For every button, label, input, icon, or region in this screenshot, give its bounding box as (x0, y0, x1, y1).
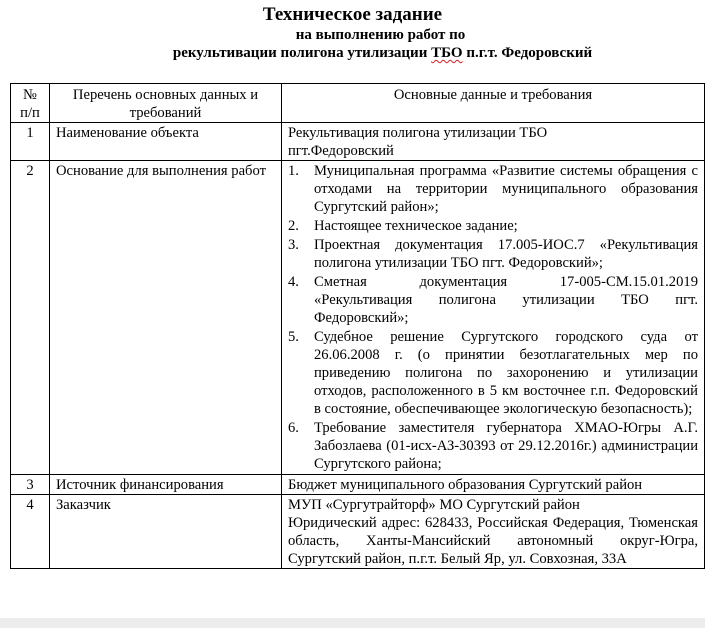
row-num: 4 (11, 495, 50, 569)
row-name: Заказчик (50, 495, 282, 569)
document-title: Техническое задание (262, 4, 443, 25)
document-subtitle-line1: на выполнению работ по (295, 27, 466, 43)
subtitle-tbo: ТБО (431, 45, 463, 61)
row-value: Рекультивация полигона утилизации ТБО пгт.Федоровский (282, 123, 705, 161)
row-name: Наименование объекта (50, 123, 282, 161)
row-num: 3 (11, 475, 50, 495)
list-item: 2. Настоящее техническое задание; (288, 218, 518, 234)
row-value: МУП «Сургутрайторф» МО Сургутский район Юридический адрес: 628433, Российская Федерация, Тюменская область, Ханты-Мансийский автономный округ-Югра, Сургутский район, п.г.т. Белый Яр, ул. Совхозная, 33А (282, 495, 705, 569)
header-list: Перечень основных данных и требований (50, 84, 282, 123)
row-num: 2 (11, 161, 50, 475)
table-row (11, 123, 705, 161)
list-item: 4. Сметная документация 17-005-СМ.15.01.2019 «Рекультивация полигона утилизации ТБО пгт. Федоровский»; (288, 274, 698, 326)
row-value (282, 161, 705, 475)
subtitle-suffix: п.г.т. Федоровский (462, 45, 593, 61)
page-bottom-edge (0, 618, 705, 628)
requirements-table (10, 83, 705, 569)
table-header-row (11, 84, 705, 123)
table-row (11, 475, 705, 495)
list-item: 3. Проектная документация 17.005-ИОС.7 «Рекультивация полигона утилизации ТБО пгт. Федоровский»; (288, 237, 698, 271)
basis-list (288, 162, 698, 473)
header-data: Основные данные и требования (282, 84, 705, 123)
row-num: 1 (11, 123, 50, 161)
table-row (11, 161, 705, 475)
subtitle-prefix: рекультивации полигона утилизации (172, 45, 432, 61)
row-value: Бюджет муниципального образования Сургутский район (282, 475, 705, 495)
list-item: 5. Судебное решение Сургутского городского суда от 26.06.2008 г. (о принятии безотлагательных мер по приведению полигона по захоронению и утилизации отходов, расположенного в 5 км восточнее г.п. Федоровский в состояние, обеспечивающее экологическую безопасность); (288, 329, 698, 417)
row-name: Источник финансирования (50, 475, 282, 495)
list-item: 1. Муниципальная программа «Развитие системы обращения с отходами на территории муниципального образования Сургутский район»; (288, 163, 698, 215)
list-item: 6. Требование заместителя губернатора ХМАО-Югры А.Г. Забозлаева (01-исх-АЗ-30393 от 29.12.2016г.) администрации Сургутского района; (288, 420, 698, 472)
document-subtitle-line2 (30, 44, 705, 63)
header-num: № п/п (11, 84, 50, 123)
row-name: Основание для выполнения работ (50, 161, 282, 475)
table-row (11, 495, 705, 569)
